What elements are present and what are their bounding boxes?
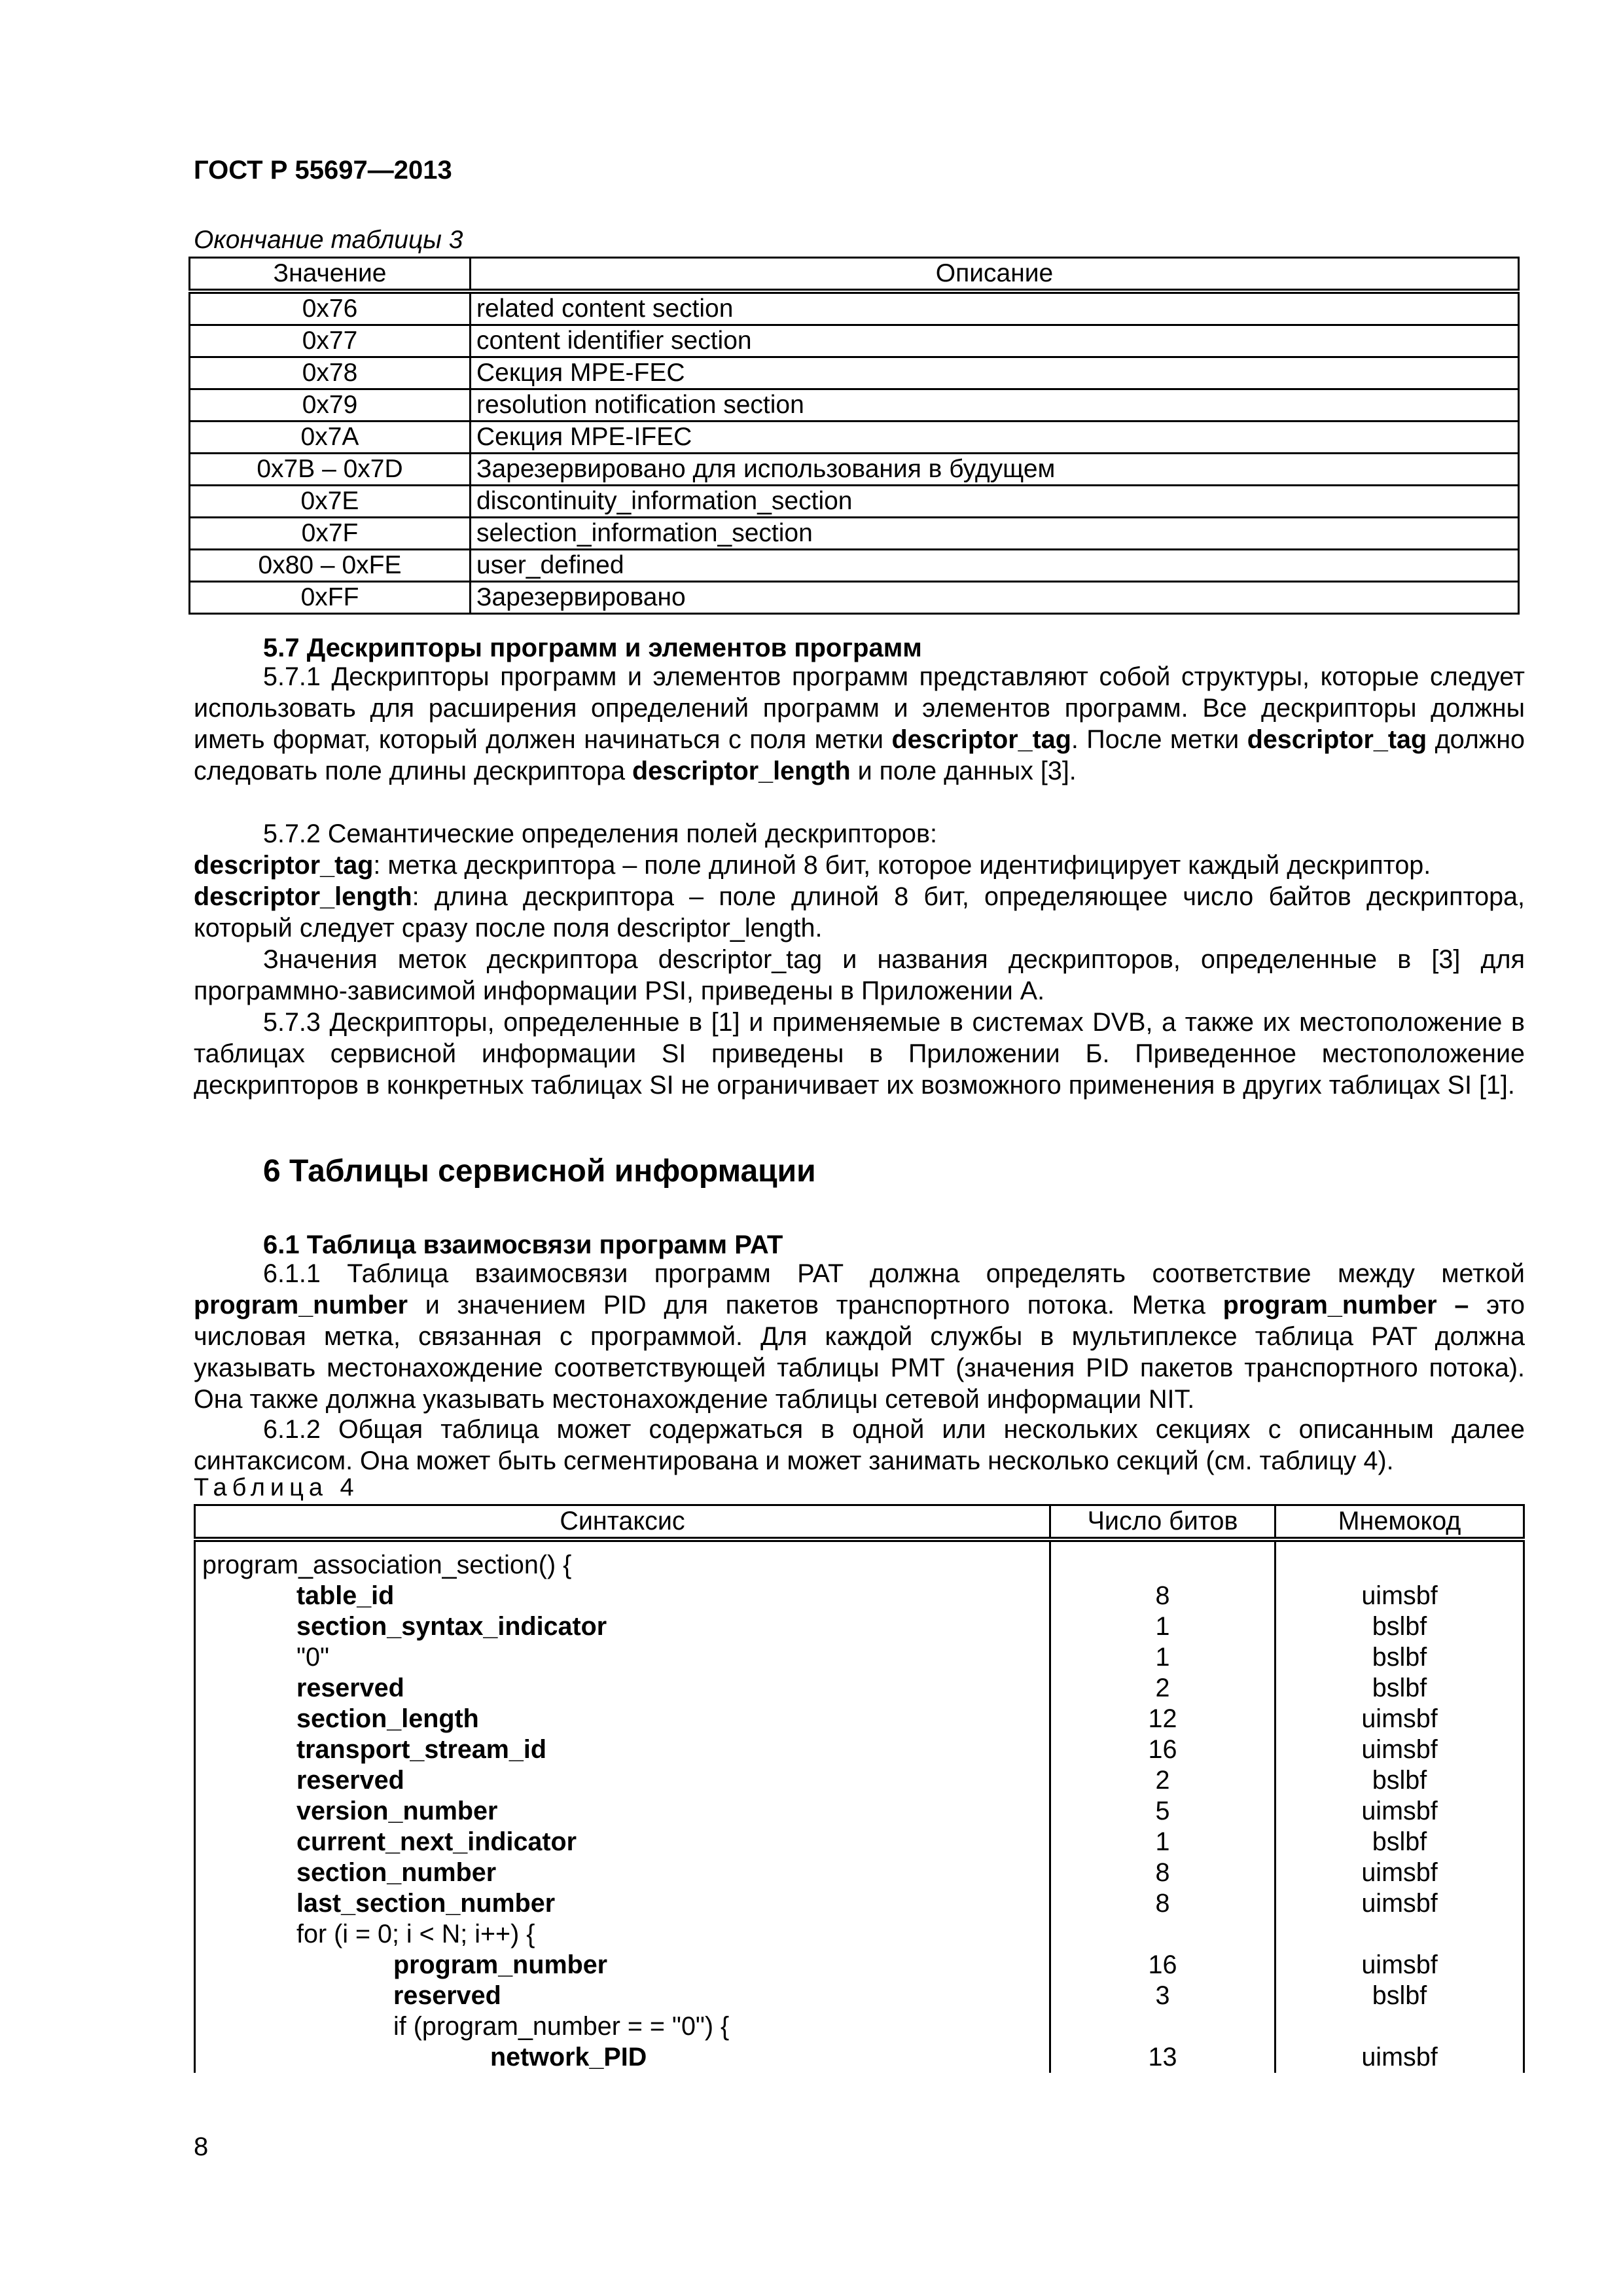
table4-row (195, 1581, 1524, 1611)
table4-row (195, 1919, 1524, 1950)
table4-cell-syntax: "0" (195, 1642, 1050, 1673)
table4-cell-bits: 16 (1050, 1950, 1275, 1981)
table4-cell-syntax: reserved (195, 1765, 1050, 1796)
paragraph-6-1-1: 6.1.1 Таблица взаимосвязи программ PAT должна определять соответствие между меткой program_number и значением PID для пакетов транспортного потока. Метка program_number – это числовая метка, связанная с программой. Для каждой службы в мультиплексе таблица PAT должна указывать местонахождение соответствующей таблицы PMT (значения PID пакетов транспортного потока). Она также должна указывать местонахождение таблицы сетевой информации NIT. (194, 1259, 1525, 1414)
table3-cell-value: 0x76 (190, 291, 471, 325)
table4-cell-mnemonic: uimsbf (1275, 1704, 1524, 1734)
table4-cell-bits: 2 (1050, 1765, 1275, 1796)
table4-row (195, 2042, 1524, 2073)
table4-cell-syntax: last_section_number (195, 1888, 1050, 1919)
table4-cell-bits: 12 (1050, 1704, 1275, 1734)
table3-header-value: Значение (190, 258, 471, 292)
table3-cell-value: 0x7E (190, 486, 471, 518)
table3-row (190, 357, 1519, 389)
table4-cell-mnemonic: uimsbf (1275, 1950, 1524, 1981)
table4-row (195, 1765, 1524, 1796)
table4-cell-syntax: if (program_number = = "0") { (195, 2011, 1050, 2042)
table4-cell-mnemonic (1275, 1539, 1524, 1581)
table4-cell-bits: 8 (1050, 1888, 1275, 1919)
table4-cell-syntax: transport_stream_id (195, 1734, 1050, 1765)
table4-cell-mnemonic: uimsbf (1275, 2042, 1524, 2073)
table4-cell-bits: 8 (1050, 1581, 1275, 1611)
table4-cell-bits: 8 (1050, 1857, 1275, 1888)
table3-cell-value: 0x79 (190, 389, 471, 422)
paragraph-5-7-1: 5.7.1 Дескрипторы программ и элементов программ представляют собой структуры, которые следует использовать для расширения определений программ и элементов программ. Все дескрипторы должны иметь формат, который должен начинаться с поля метки descriptor_tag. После метки descriptor_tag должно следовать поле длины дескриптора descriptor_length и поле данных [3]. (194, 662, 1525, 785)
table3-cell-description: discontinuity_information_section (471, 486, 1519, 518)
paragraph-descriptor-tag: descriptor_tag: метка дескриптора – поле длиной 8 бит, которое идентифицирует каждый дескриптор. (194, 851, 1431, 880)
table4-cell-bits: 13 (1050, 2042, 1275, 2073)
table3-cell-value: 0x77 (190, 325, 471, 357)
table3-cell-description: user_defined (471, 550, 1519, 582)
table4-row (195, 1796, 1524, 1827)
table4-row (195, 1857, 1524, 1888)
table3-row (190, 486, 1519, 518)
table4-cell-syntax: section_length (195, 1704, 1050, 1734)
table4-cell-mnemonic: bslbf (1275, 1611, 1524, 1642)
table4-cell-mnemonic: bslbf (1275, 1981, 1524, 2011)
table4-cell-bits: 5 (1050, 1796, 1275, 1827)
table4-cell-syntax: table_id (195, 1581, 1050, 1611)
table3-cell-value: 0x7B – 0x7D (190, 454, 471, 486)
table4-row (195, 1888, 1524, 1919)
table4-row (195, 1673, 1524, 1704)
table4-cell-syntax: section_number (195, 1857, 1050, 1888)
table4-cell-syntax: reserved (195, 1673, 1050, 1704)
table3-cell-value: 0x78 (190, 357, 471, 389)
table3-row (190, 582, 1519, 614)
table4-cell-mnemonic: uimsbf (1275, 1581, 1524, 1611)
table4-cell-bits: 1 (1050, 1642, 1275, 1673)
table4-cell-mnemonic: bslbf (1275, 1642, 1524, 1673)
table4-cell-bits: 16 (1050, 1734, 1275, 1765)
table4-row (195, 1611, 1524, 1642)
table4-cell-mnemonic (1275, 2011, 1524, 2042)
table3-cell-description: Секция MPE-FEC (471, 357, 1519, 389)
table4-row (195, 1950, 1524, 1981)
table4-cell-bits (1050, 1919, 1275, 1950)
table4-row (195, 1642, 1524, 1673)
table4-header-syntax: Синтаксис (195, 1505, 1050, 1540)
table3-cell-description: related content section (471, 291, 1519, 325)
table4-cell-bits (1050, 1539, 1275, 1581)
table4-row (195, 1981, 1524, 2011)
table4-cell-bits: 2 (1050, 1673, 1275, 1704)
table4-cell-mnemonic: uimsbf (1275, 1734, 1524, 1765)
table4-cell-bits: 1 (1050, 1827, 1275, 1857)
table3-cell-description: Зарезервировано (471, 582, 1519, 614)
table3-cell-value: 0x7A (190, 422, 471, 454)
table4-row (195, 1704, 1524, 1734)
table3-caption: Окончание таблицы 3 (194, 226, 463, 254)
table3-row (190, 325, 1519, 357)
table4-cell-syntax: program_number (195, 1950, 1050, 1981)
chapter-6-heading: 6 Таблицы сервисной информации (263, 1154, 816, 1189)
table4-cell-mnemonic (1275, 1919, 1524, 1950)
table3-row (190, 389, 1519, 422)
table4-row (195, 1734, 1524, 1765)
paragraph-descriptor-length: descriptor_length: длина дескриптора – поле длиной 8 бит, определяющее число байтов дескриптора, который следует сразу после поля descriptor_length. (194, 882, 1525, 942)
table4-cell-mnemonic: bslbf (1275, 1765, 1524, 1796)
table-4 (194, 1504, 1525, 2073)
paragraph-6-1-2: 6.1.2 Общая таблица может содержаться в одной или нескольких секциях с описанным далее синтаксисом. Она может быть сегментирована и может занимать несколько секций (см. таблицу 4). (194, 1415, 1525, 1475)
table3-cell-description: selection_information_section (471, 518, 1519, 550)
table4-cell-syntax: current_next_indicator (195, 1827, 1050, 1857)
table3-cell-description: Секция MPE-IFEC (471, 422, 1519, 454)
table3-row (190, 422, 1519, 454)
table3-cell-description: Зарезервировано для использования в будущем (471, 454, 1519, 486)
table-3 (188, 257, 1520, 615)
table3-cell-description: content identifier section (471, 325, 1519, 357)
table4-cell-mnemonic: uimsbf (1275, 1796, 1524, 1827)
table4-header-mnemonic: Мнемокод (1275, 1505, 1524, 1540)
page-header: ГОСТ Р 55697—2013 (194, 156, 452, 185)
table4-row (195, 1827, 1524, 1857)
table4-cell-mnemonic: bslbf (1275, 1673, 1524, 1704)
table3-row (190, 291, 1519, 325)
table4-cell-mnemonic: bslbf (1275, 1827, 1524, 1857)
table4-cell-mnemonic: uimsbf (1275, 1857, 1524, 1888)
table4-cell-syntax: section_syntax_indicator (195, 1611, 1050, 1642)
section-5-7-heading: 5.7 Дескрипторы программ и элементов программ (263, 634, 922, 662)
section-6-1-heading: 6.1 Таблица взаимосвязи программ PAT (263, 1230, 783, 1259)
table4-cell-bits (1050, 2011, 1275, 2042)
table3-row (190, 518, 1519, 550)
page-number: 8 (194, 2132, 209, 2161)
table4-cell-bits: 1 (1050, 1611, 1275, 1642)
table4-cell-bits: 3 (1050, 1981, 1275, 2011)
table4-cell-syntax: program_association_section() { (195, 1539, 1050, 1581)
table4-cell-mnemonic: uimsbf (1275, 1888, 1524, 1919)
table4-row (195, 1539, 1524, 1581)
table4-caption: Таблица 4 (194, 1474, 359, 1501)
table3-cell-description: resolution notification section (471, 389, 1519, 422)
paragraph-5-7-2: 5.7.2 Семантические определения полей дескрипторов: (263, 819, 937, 848)
paragraph-5-7-3: 5.7.3 Дескрипторы, определенные в [1] и применяемые в системах DVB, а также их местоположение в таблицах сервисной информации SI приведены в Приложении Б. Приведенное местоположение дескрипторов в конкретных таблицах SI не ограничивает их возможного применения в других таблицах SI [1]. (194, 1008, 1525, 1100)
table4-cell-syntax: version_number (195, 1796, 1050, 1827)
table3-cell-value: 0x80 – 0xFE (190, 550, 471, 582)
table3-row (190, 550, 1519, 582)
table3-row (190, 454, 1519, 486)
table3-header-description: Описание (471, 258, 1519, 292)
table3-cell-value: 0x7F (190, 518, 471, 550)
table4-cell-syntax: for (i = 0; i < N; i++) { (195, 1919, 1050, 1950)
table4-header-bits: Число битов (1050, 1505, 1275, 1540)
paragraph-descriptor-values: Значения меток дескриптора descriptor_tag и названия дескрипторов, определенные в [3] для программно-зависимой информации PSI, приведены в Приложении А. (194, 945, 1525, 1005)
table4-cell-syntax: network_PID (195, 2042, 1050, 2073)
table4-cell-syntax: reserved (195, 1981, 1050, 2011)
table4-row (195, 2011, 1524, 2042)
table3-cell-value: 0xFF (190, 582, 471, 614)
